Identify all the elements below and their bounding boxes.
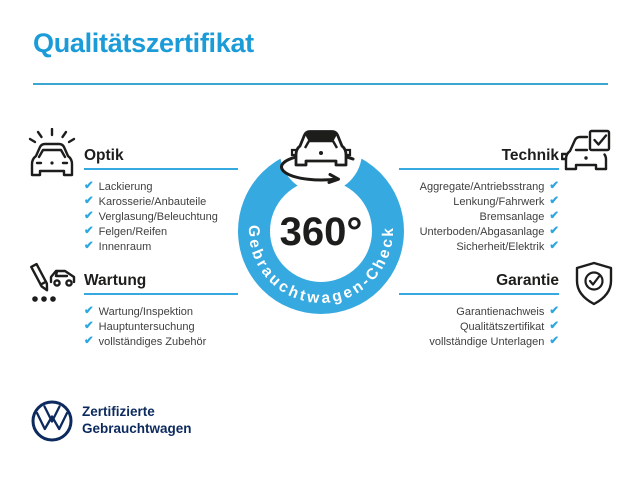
check-icon: ✔	[549, 334, 559, 347]
check-item-label: Karosserie/Anbauteile	[98, 195, 207, 208]
check-icon: ✔	[84, 209, 94, 222]
check-item-label: Lenkung/Fahrwerk	[453, 195, 545, 208]
check-icon: ✔	[549, 239, 559, 252]
check-icon: ✔	[549, 224, 559, 237]
check-item-label: Wartung/Inspektion	[98, 305, 194, 318]
vw-logo	[30, 399, 74, 443]
check-item-label: Innenraum	[98, 240, 152, 253]
check-icon: ✔	[549, 304, 559, 317]
shield-check-icon	[571, 260, 617, 310]
check-item-label: Unterboden/Abgasanlage	[419, 225, 545, 238]
check-item-label: Bremsanlage	[479, 210, 545, 223]
section-title: Technik	[501, 147, 559, 164]
check-icon: ✔	[84, 334, 94, 347]
check-icon: ✔	[84, 179, 94, 192]
car-checkbox-icon	[561, 128, 613, 180]
check-item-label: Sicherheit/Elektrik	[456, 240, 545, 253]
check-icon: ✔	[84, 224, 94, 237]
section-title: Garantie	[496, 272, 559, 289]
service-pencil-car-icon	[26, 258, 78, 310]
title-divider	[33, 83, 608, 85]
badge-arc-label: Gebrauchtwagen-Check	[244, 224, 398, 308]
check-item-label: Garantienachweis	[456, 305, 545, 318]
check-icon: ✔	[549, 319, 559, 332]
check-item-label: Verglasung/Beleuchtung	[98, 210, 218, 223]
360-check-badge	[191, 101, 451, 361]
check-icon: ✔	[84, 304, 94, 317]
check-item-label: vollständiges Zubehör	[98, 335, 207, 348]
check-icon: ✔	[84, 239, 94, 252]
section-title: Wartung	[84, 272, 147, 289]
check-item-label: Aggregate/Antriebsstrang	[419, 180, 545, 193]
shiny-car-icon	[26, 128, 78, 180]
check-icon: ✔	[549, 179, 559, 192]
brand-text	[82, 403, 192, 437]
badge-center-value: 360°	[279, 210, 363, 254]
check-item-label: Qualitätszertifikat	[459, 320, 545, 333]
check-item-label: Hauptuntersuchung	[98, 320, 195, 333]
check-icon: ✔	[84, 194, 94, 207]
section-title: Optik	[84, 147, 124, 164]
brand-line2: Gebrauchtwagen	[82, 421, 192, 436]
check-icon: ✔	[549, 209, 559, 222]
check-icon: ✔	[549, 194, 559, 207]
brand-line1: Zertifizierte	[82, 404, 155, 419]
check-item-label: vollständige Unterlagen	[429, 335, 545, 348]
check-icon: ✔	[84, 319, 94, 332]
check-item-label: Felgen/Reifen	[98, 225, 168, 238]
check-item-label: Lackierung	[98, 180, 153, 193]
page-title: Qualitätszertifikat	[33, 28, 254, 58]
